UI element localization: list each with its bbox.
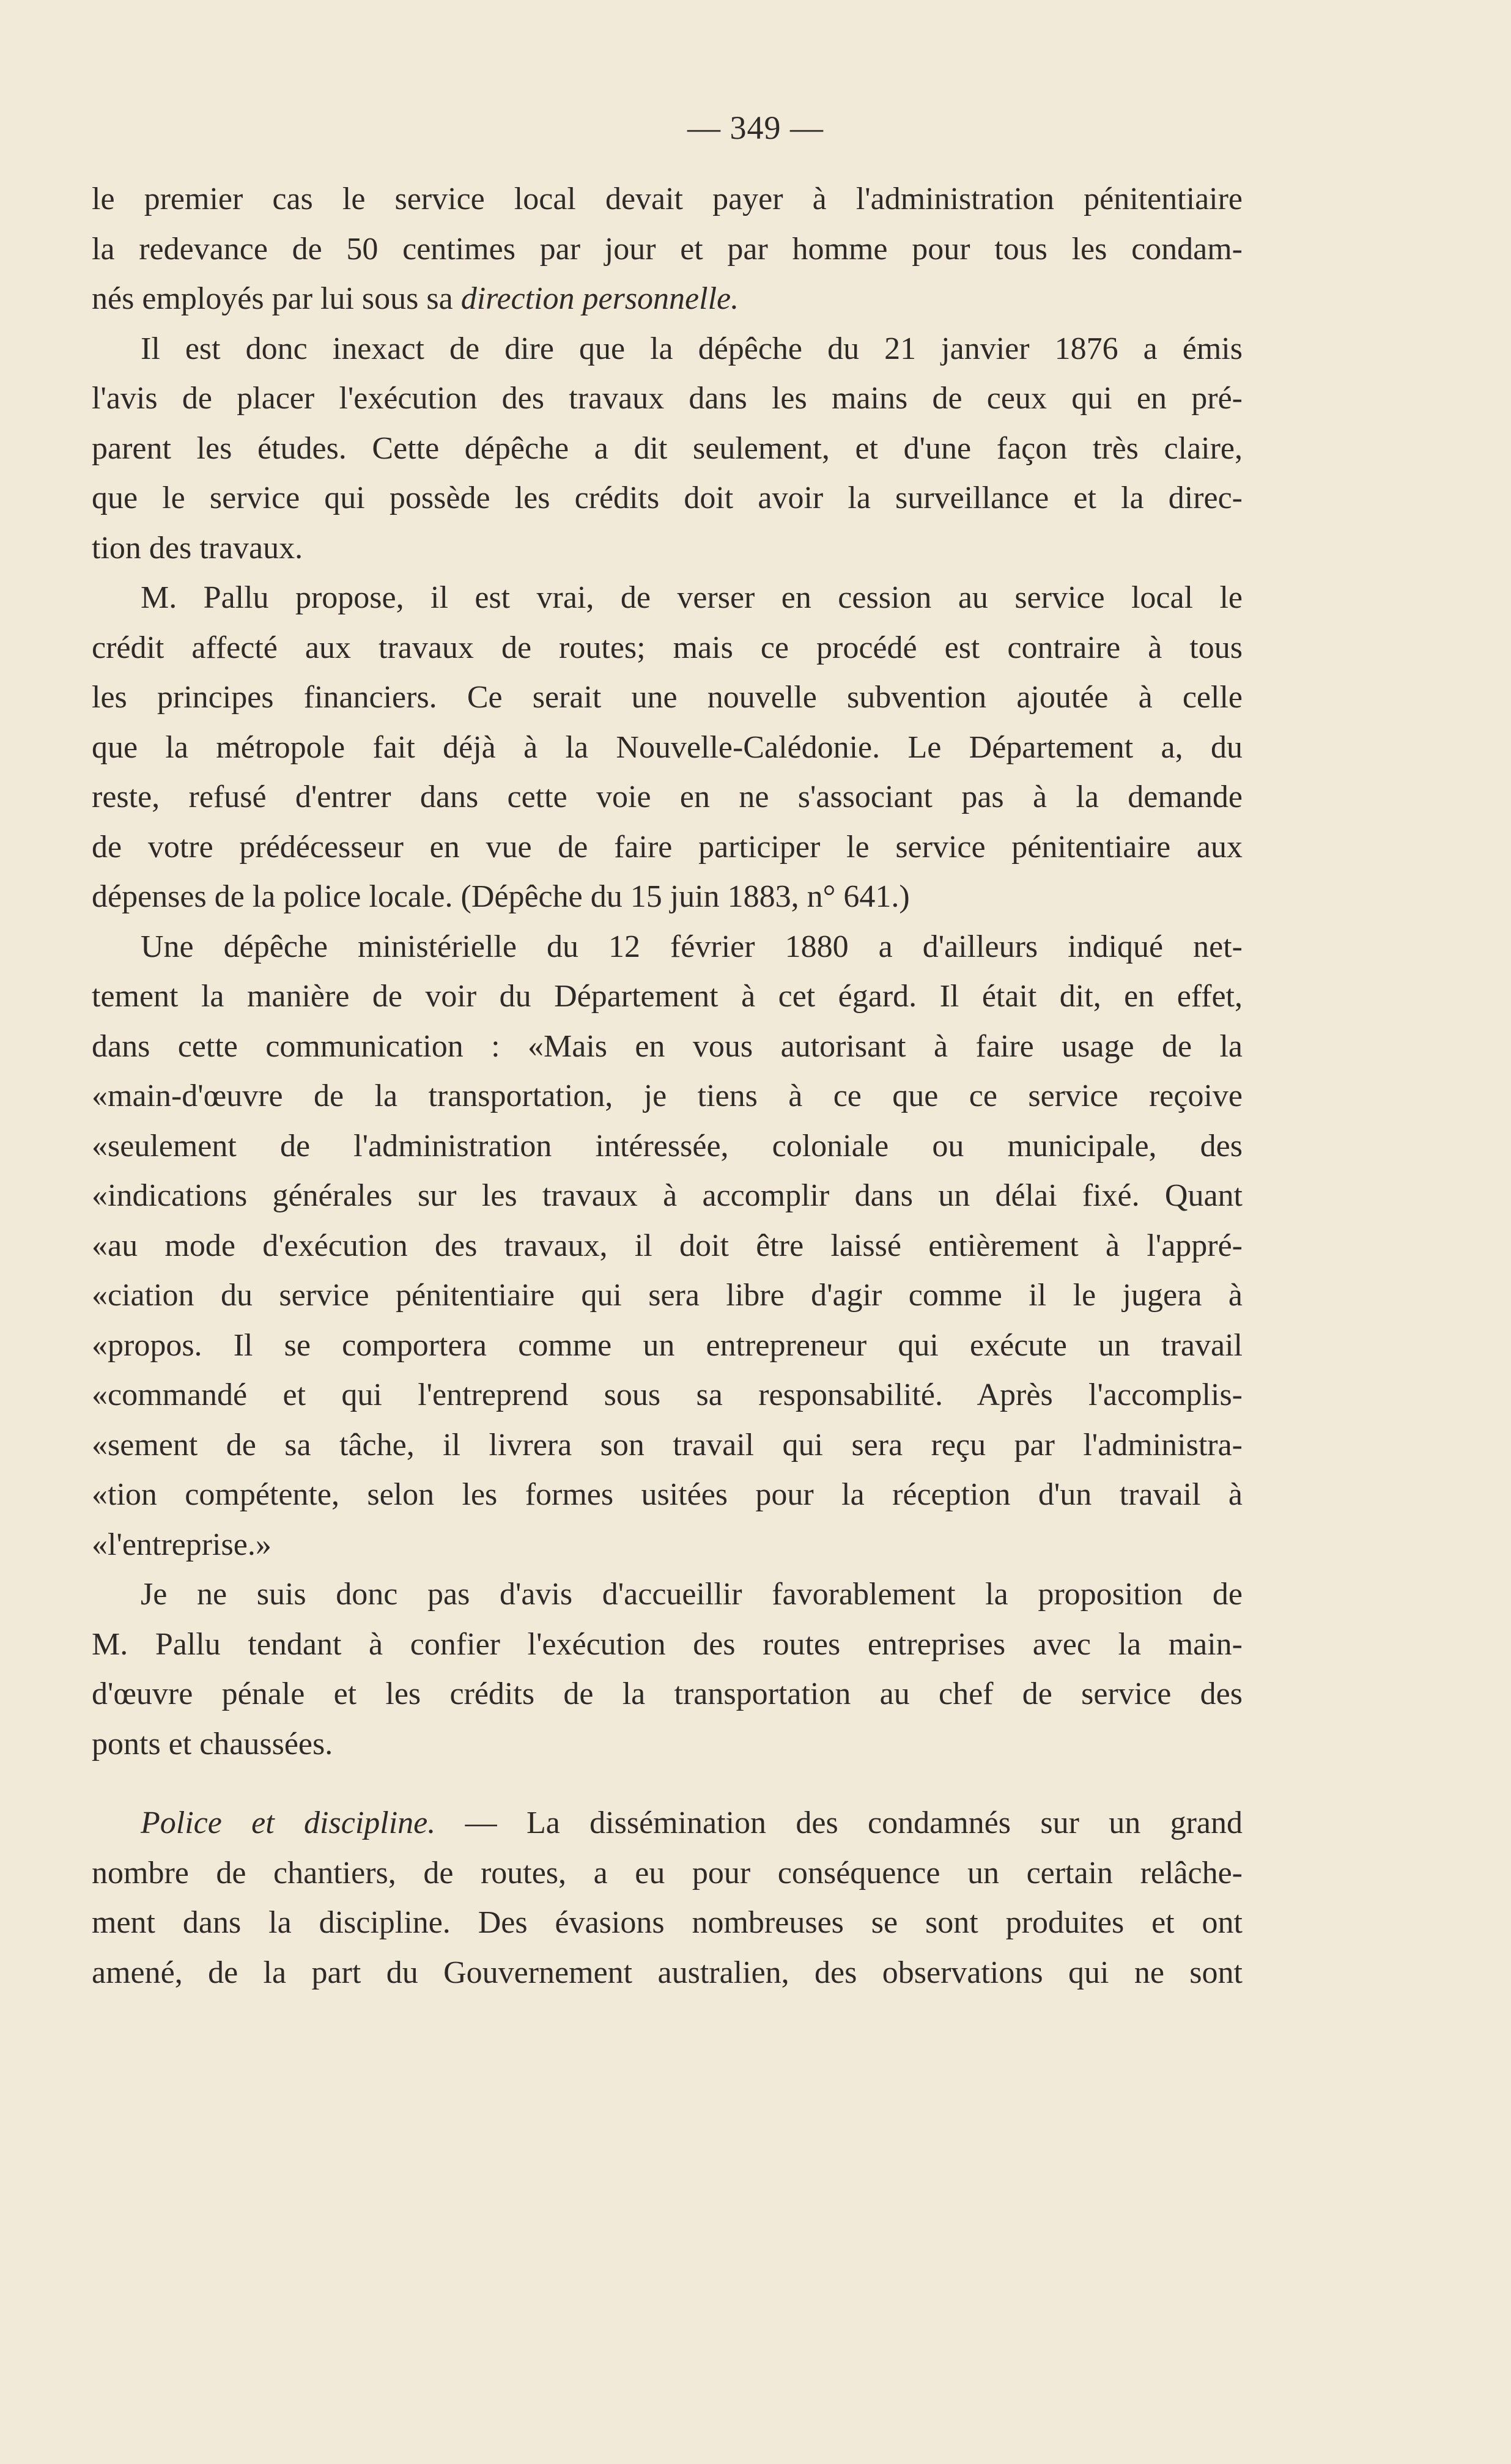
- text-line: M. Pallu tendant à confier l'exécution des routes entreprises avec la main-: [92, 1626, 1243, 1662]
- text-segment: — La dissémination des condamnés sur un grand: [435, 1806, 1243, 1840]
- text-line: «au mode d'exécution des travaux, il doit être laissé entièrement à l'appré-: [92, 1228, 1243, 1263]
- text-line: amené, de la part du Gouvernement australien, des observations qui ne sont: [92, 1955, 1243, 1990]
- paragraph: [92, 922, 1243, 1570]
- text-line: Il est donc inexact de dire que la dépêche du 21 janvier 1876 a émis: [141, 331, 1243, 366]
- text-line: [92, 274, 1243, 324]
- text-line: tement la manière de voir du Département à cet égard. Il était dit, en effet,: [92, 979, 1243, 1014]
- italic-text: direction personnelle.: [460, 281, 739, 316]
- text-line: dépenses de la police locale. (Dépêche du 15 juin 1883, n° 641.): [92, 879, 910, 914]
- text-segment: nés employés par lui sous sa: [92, 281, 461, 316]
- text-line: reste, refusé d'entrer dans cette voie en ne s'associant pas à la demande: [92, 780, 1243, 814]
- text-line: «indications générales sur les travaux à accomplir dans un délai fixé. Quant: [92, 1178, 1243, 1213]
- text-line: le premier cas le service local devait payer à l'administration pénitentiaire: [92, 182, 1243, 216]
- text-line: «propos. Il se comportera comme un entrepreneur qui exécute un travail: [92, 1327, 1243, 1363]
- text-line: ment dans la discipline. Des évasions nombreuses se sont produites et ont: [92, 1905, 1243, 1940]
- text-line: parent les études. Cette dépêche a dit seulement, et d'une façon très claire,: [92, 430, 1243, 466]
- text-line: dans cette communication : «Mais en vous autorisant à faire usage de la: [92, 1028, 1243, 1064]
- paragraph: [92, 324, 1243, 574]
- text-line: «seulement de l'administration intéressée, coloniale ou municipale, des: [92, 1128, 1243, 1164]
- paragraph: [92, 1798, 1243, 1997]
- text-line: que le service qui possède les crédits doit avoir la surveillance et la direc-: [92, 481, 1243, 515]
- text-line: [92, 1798, 1243, 1848]
- text-line: nombre de chantiers, de routes, a eu pour conséquence un certain relâche-: [92, 1855, 1243, 1890]
- paragraph: [92, 174, 1243, 324]
- paragraph: [92, 1570, 1243, 1769]
- text-line: Une dépêche ministérielle du 12 février 1880 a d'ailleurs indiqué net-: [141, 929, 1243, 964]
- paragraph: [92, 573, 1243, 922]
- text-line: crédit affecté aux travaux de routes; mais ce procédé est contraire à tous: [92, 630, 1243, 665]
- section-heading: Police et discipline.: [141, 1806, 436, 1840]
- page-number: — 349 —: [687, 109, 824, 146]
- text-line: ponts et chaussées.: [92, 1726, 333, 1761]
- text-line: tion des travaux.: [92, 530, 303, 566]
- page-body: [92, 174, 1243, 1997]
- text-line: l'avis de placer l'exécution des travaux dans les mains de ceux qui en pré-: [92, 381, 1243, 416]
- text-line: que la métropole fait déjà à la Nouvelle-Calédonie. Le Département a, du: [92, 729, 1243, 765]
- text-line: M. Pallu propose, il est vrai, de verser en cession au service local le: [141, 580, 1243, 615]
- text-line: «ciation du service pénitentiaire qui sera libre d'agir comme il le jugera à: [92, 1278, 1243, 1313]
- text-line: «tion compétente, selon les formes usitées pour la réception d'un travail à: [92, 1477, 1243, 1512]
- text-line: les principes financiers. Ce serait une nouvelle subvention ajoutée à celle: [92, 680, 1243, 715]
- section-gap: [92, 1769, 1243, 1798]
- text-line: d'œuvre pénale et les crédits de la transportation au chef de service des: [92, 1676, 1243, 1711]
- text-line: la redevance de 50 centimes par jour et par homme pour tous les condam-: [92, 231, 1243, 267]
- text-line: «sement de sa tâche, il livrera son travail qui sera reçu par l'administra-: [92, 1427, 1243, 1463]
- text-line: «main-d'œuvre de la transportation, je tiens à ce que ce service reçoive: [92, 1079, 1243, 1113]
- text-line: «l'entreprise.»: [92, 1527, 272, 1562]
- text-line: de votre prédécesseur en vue de faire participer le service pénitentiaire aux: [92, 829, 1243, 865]
- text-line: Je ne suis donc pas d'avis d'accueillir favorablement la proposition de: [141, 1577, 1243, 1612]
- text-line: «commandé et qui l'entreprend sous sa responsabilité. Après l'accomplis-: [92, 1378, 1243, 1412]
